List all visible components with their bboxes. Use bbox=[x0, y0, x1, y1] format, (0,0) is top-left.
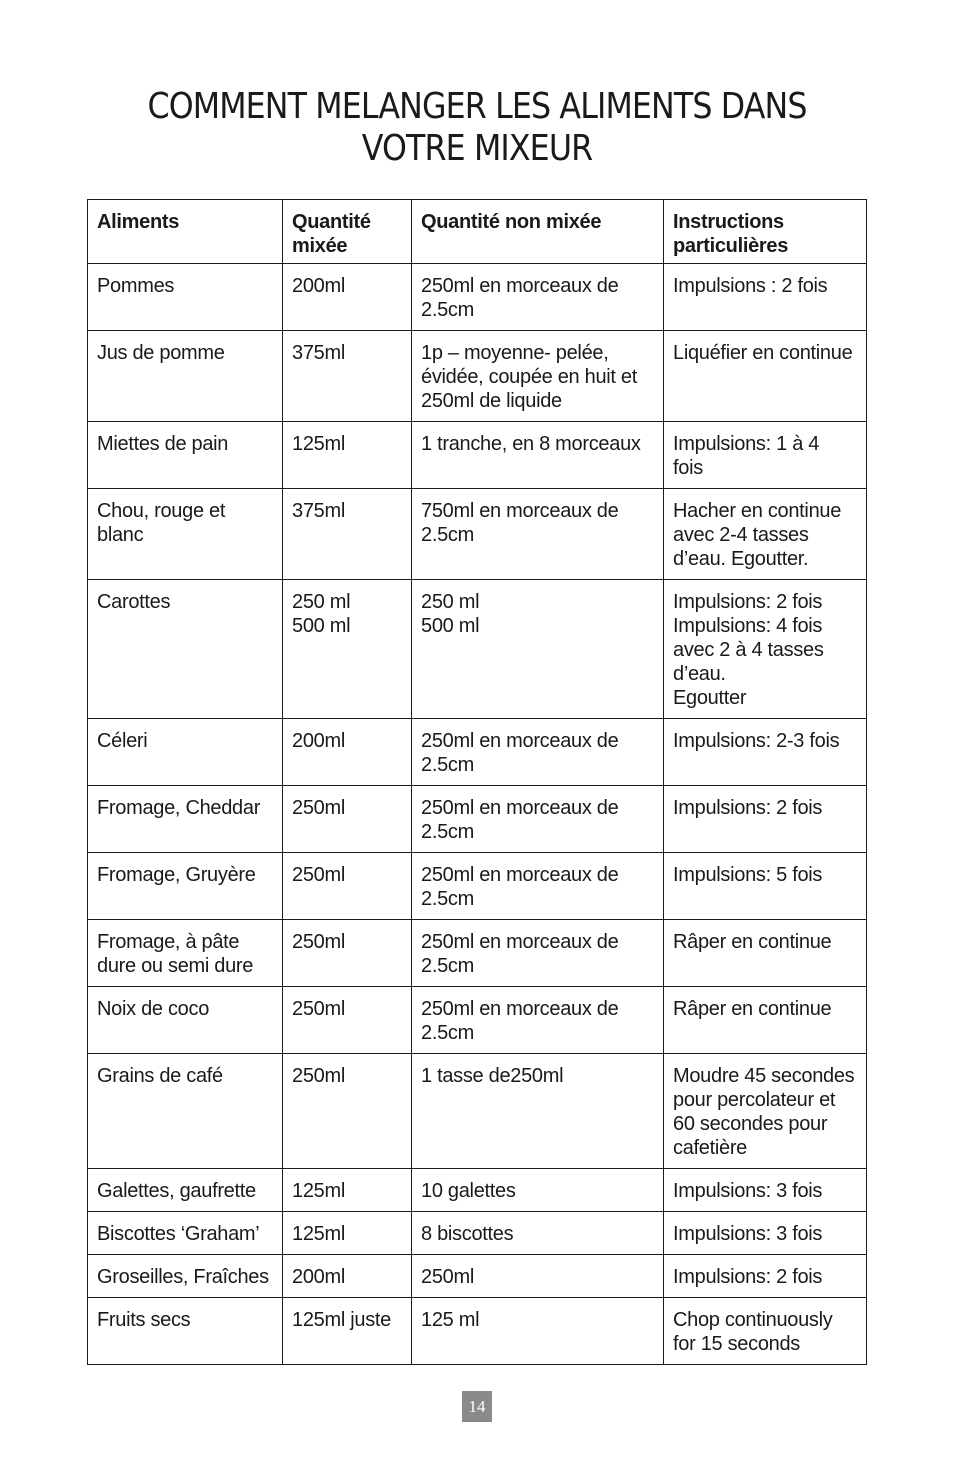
cell-instructions: Râper en continue bbox=[664, 987, 867, 1054]
cell-instructions: Impulsions: 2-3 fois bbox=[664, 719, 867, 786]
cell-instructions: Impulsions: 3 fois bbox=[664, 1212, 867, 1255]
cell-instructions: Impulsions: 2 fois bbox=[664, 786, 867, 853]
cell-quantite-mixee: 250ml bbox=[283, 1054, 412, 1169]
header-quantite-mixee: Quantité mixée bbox=[283, 200, 412, 264]
cell-quantite-non-mixee: 250ml en morceaux de 2.5cm bbox=[412, 719, 664, 786]
cell-quantite-mixee: 250ml bbox=[283, 853, 412, 920]
cell-quantite-non-mixee: 250ml en morceaux de 2.5cm bbox=[412, 853, 664, 920]
cell-quantite-mixee: 125ml bbox=[283, 1212, 412, 1255]
cell-aliment: Fromage, Cheddar bbox=[88, 786, 283, 853]
cell-aliment: Carottes bbox=[88, 580, 283, 719]
table-row bbox=[88, 422, 867, 489]
cell-instructions: Hacher en continue avec 2-4 tasses d’eau. Egoutter. bbox=[664, 489, 867, 580]
table-row bbox=[88, 1298, 867, 1365]
cell-instructions: Impulsions: 1 à 4 fois bbox=[664, 422, 867, 489]
cell-quantite-non-mixee: 1p – moyenne- pelée, évidée, coupée en huit et 250ml de liquide bbox=[412, 331, 664, 422]
table-row bbox=[88, 264, 867, 331]
cell-quantite-non-mixee: 1 tasse de250ml bbox=[412, 1054, 664, 1169]
cell-instructions: Impulsions: 2 fois bbox=[664, 1255, 867, 1298]
table-row bbox=[88, 580, 867, 719]
page-title bbox=[57, 86, 897, 170]
cell-instructions: Râper en continue bbox=[664, 920, 867, 987]
table-row bbox=[88, 1212, 867, 1255]
table-row bbox=[88, 853, 867, 920]
cell-instructions: Moudre 45 secondes pour percolateur et 60 secondes pour cafetière bbox=[664, 1054, 867, 1169]
cell-instructions: Impulsions: 5 fois bbox=[664, 853, 867, 920]
cell-quantite-mixee: 250ml bbox=[283, 987, 412, 1054]
cell-quantite-mixee: 125ml bbox=[283, 422, 412, 489]
cell-aliment: Fromage, Gruyère bbox=[88, 853, 283, 920]
cell-instructions: Liquéfier en continue bbox=[664, 331, 867, 422]
cell-quantite-non-mixee: 250ml en morceaux de 2.5cm bbox=[412, 987, 664, 1054]
cell-instructions: Impulsions : 2 fois bbox=[664, 264, 867, 331]
table-row bbox=[88, 1169, 867, 1212]
cell-instructions: Impulsions: 2 fois Impulsions: 4 fois avec 2 à 4 tasses d’eau. Egoutter bbox=[664, 580, 867, 719]
blending-table bbox=[87, 199, 867, 1365]
header-instructions: Instructions particulières bbox=[664, 200, 867, 264]
cell-quantite-mixee: 200ml bbox=[283, 264, 412, 331]
header-aliments: Aliments bbox=[88, 200, 283, 264]
cell-quantite-non-mixee: 125 ml bbox=[412, 1298, 664, 1365]
cell-quantite-non-mixee: 250ml en morceaux de 2.5cm bbox=[412, 920, 664, 987]
cell-aliment: Chou, rouge et blanc bbox=[88, 489, 283, 580]
cell-aliment: Jus de pomme bbox=[88, 331, 283, 422]
cell-quantite-non-mixee: 250ml en morceaux de 2.5cm bbox=[412, 264, 664, 331]
cell-aliment: Noix de coco bbox=[88, 987, 283, 1054]
table-header-row bbox=[88, 200, 867, 264]
cell-aliment: Galettes, gaufrette bbox=[88, 1169, 283, 1212]
cell-aliment: Fruits secs bbox=[88, 1298, 283, 1365]
cell-aliment: Céleri bbox=[88, 719, 283, 786]
cell-quantite-non-mixee: 250ml bbox=[412, 1255, 664, 1298]
cell-quantite-non-mixee: 250 ml 500 ml bbox=[412, 580, 664, 719]
table-row bbox=[88, 786, 867, 853]
cell-instructions: Chop continuously for 15 seconds bbox=[664, 1298, 867, 1365]
cell-aliment: Grains de café bbox=[88, 1054, 283, 1169]
table-row bbox=[88, 331, 867, 422]
cell-quantite-mixee: 200ml bbox=[283, 719, 412, 786]
cell-quantite-non-mixee: 750ml en morceaux de 2.5cm bbox=[412, 489, 664, 580]
header-quantite-non-mixee: Quantité non mixée bbox=[412, 200, 664, 264]
cell-quantite-mixee: 125ml bbox=[283, 1169, 412, 1212]
cell-quantite-non-mixee: 250ml en morceaux de 2.5cm bbox=[412, 786, 664, 853]
table-row bbox=[88, 920, 867, 987]
cell-quantite-non-mixee: 10 galettes bbox=[412, 1169, 664, 1212]
table-row bbox=[88, 987, 867, 1054]
cell-quantite-mixee: 250 ml 500 ml bbox=[283, 580, 412, 719]
cell-quantite-mixee: 250ml bbox=[283, 786, 412, 853]
cell-quantite-mixee: 375ml bbox=[283, 331, 412, 422]
page-title-line-1: COMMENT MELANGER LES ALIMENTS DANS bbox=[147, 86, 807, 127]
page-number: 14 bbox=[462, 1391, 492, 1422]
table-row bbox=[88, 719, 867, 786]
table-body bbox=[88, 264, 867, 1365]
table-row bbox=[88, 489, 867, 580]
cell-quantite-mixee: 375ml bbox=[283, 489, 412, 580]
cell-aliment: Pommes bbox=[88, 264, 283, 331]
cell-quantite-non-mixee: 1 tranche, en 8 morceaux bbox=[412, 422, 664, 489]
cell-aliment: Biscottes ‘Graham’ bbox=[88, 1212, 283, 1255]
page-title-line-2: VOTRE MIXEUR bbox=[361, 128, 593, 169]
cell-quantite-mixee: 200ml bbox=[283, 1255, 412, 1298]
cell-instructions: Impulsions: 3 fois bbox=[664, 1169, 867, 1212]
cell-quantite-mixee: 250ml bbox=[283, 920, 412, 987]
table-row bbox=[88, 1255, 867, 1298]
cell-aliment: Groseilles, Fraîches bbox=[88, 1255, 283, 1298]
cell-aliment: Fromage, à pâte dure ou semi dure bbox=[88, 920, 283, 987]
table-row bbox=[88, 1054, 867, 1169]
cell-quantite-non-mixee: 8 biscottes bbox=[412, 1212, 664, 1255]
cell-aliment: Miettes de pain bbox=[88, 422, 283, 489]
cell-quantite-mixee: 125ml juste bbox=[283, 1298, 412, 1365]
